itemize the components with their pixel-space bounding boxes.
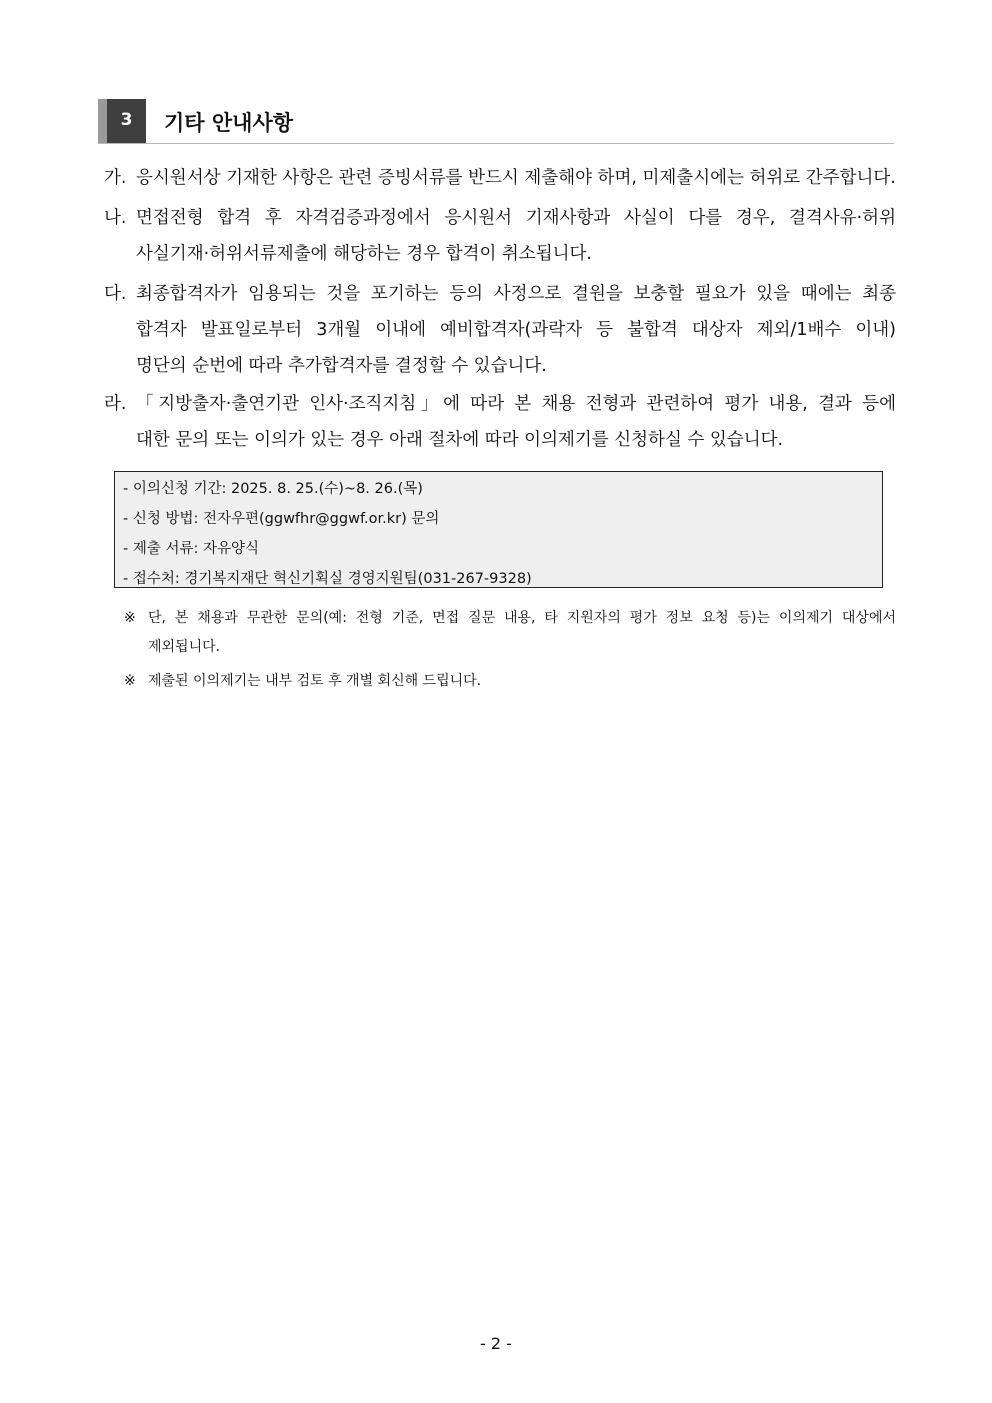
section-number: 3 bbox=[120, 110, 133, 130]
section-title: 기타 안내사항 bbox=[164, 111, 294, 135]
note-line: 단, 본 채용과 무관한 문의(예: 전형 기준, 면접 질문 내용, 타 지원자의 평가 정보 요청 등)는 이의제기 대상에서 bbox=[148, 610, 896, 626]
info-period: - 이의신청 기간: 2025. 8. 25.(수)~8. 26.(목) bbox=[123, 481, 423, 497]
paragraph-line: 최종합격자가 임용되는 것을 포기하는 등의 사정으로 결원을 보충할 필요가 있을 때에는 최종 bbox=[136, 284, 896, 304]
note-1 bbox=[124, 604, 896, 662]
paragraph-line: 명단의 순번에 따라 추가합격자를 결정할 수 있습니다. bbox=[136, 356, 547, 376]
paragraph-line: 대한 문의 또는 이의가 있는 경우 아래 절차에 따라 이의제기를 신청하실 수 있습니다. bbox=[136, 430, 784, 450]
paragraph-line: 사실기재·허위서류제출에 해당하는 경우 합격이 취소됩니다. bbox=[136, 244, 592, 264]
info-documents: - 제출 서류: 자유양식 bbox=[123, 541, 260, 557]
info-contact: - 접수처: 경기복지재단 혁신기획실 경영지원팀(031-267-9328) bbox=[123, 571, 532, 587]
paragraph-line: 합격자 발표일로부터 3개월 이내에 예비합격자(과락자 등 불합격 대상자 제외/1배수 이내) bbox=[136, 320, 896, 340]
paragraph-marker: 다. bbox=[104, 284, 127, 304]
section-header bbox=[98, 99, 894, 144]
note-marker: ※ bbox=[124, 673, 136, 689]
paragraph-line: 「지방출자·출연기관 인사·조직지침」에 따라 본 채용 전형과 관련하여 평가 내용, 결과 등에 bbox=[136, 394, 896, 414]
paragraph-marker: 라. bbox=[104, 394, 127, 414]
info-method: - 신청 방법: 전자우편(ggwfhr@ggwf.or.kr) 문의 bbox=[123, 511, 440, 527]
paragraph-na bbox=[104, 200, 896, 272]
section-number-box bbox=[98, 99, 146, 143]
paragraph-ga bbox=[104, 160, 896, 196]
note-2 bbox=[124, 667, 896, 696]
paragraph-marker: 나. bbox=[104, 208, 127, 228]
note-line: 제출된 이의제기는 내부 검토 후 개별 회신해 드립니다. bbox=[148, 673, 482, 689]
objection-info-box bbox=[114, 471, 883, 588]
paragraph-marker: 가. bbox=[104, 168, 127, 188]
paragraph-line: 면접전형 합격 후 자격검증과정에서 응시원서 기재사항과 사실이 다를 경우, 결격사유·허위 bbox=[136, 208, 896, 228]
paragraph-ra bbox=[104, 386, 896, 458]
note-line: 제외됩니다. bbox=[148, 639, 221, 655]
note-marker: ※ bbox=[124, 610, 136, 626]
paragraph-da bbox=[104, 276, 896, 384]
page-number: - 2 - bbox=[480, 1334, 512, 1353]
paragraph-line: 응시원서상 기재한 사항은 관련 증빙서류를 반드시 제출해야 하며, 미제출시에는 허위로 간주합니다. bbox=[136, 168, 896, 188]
